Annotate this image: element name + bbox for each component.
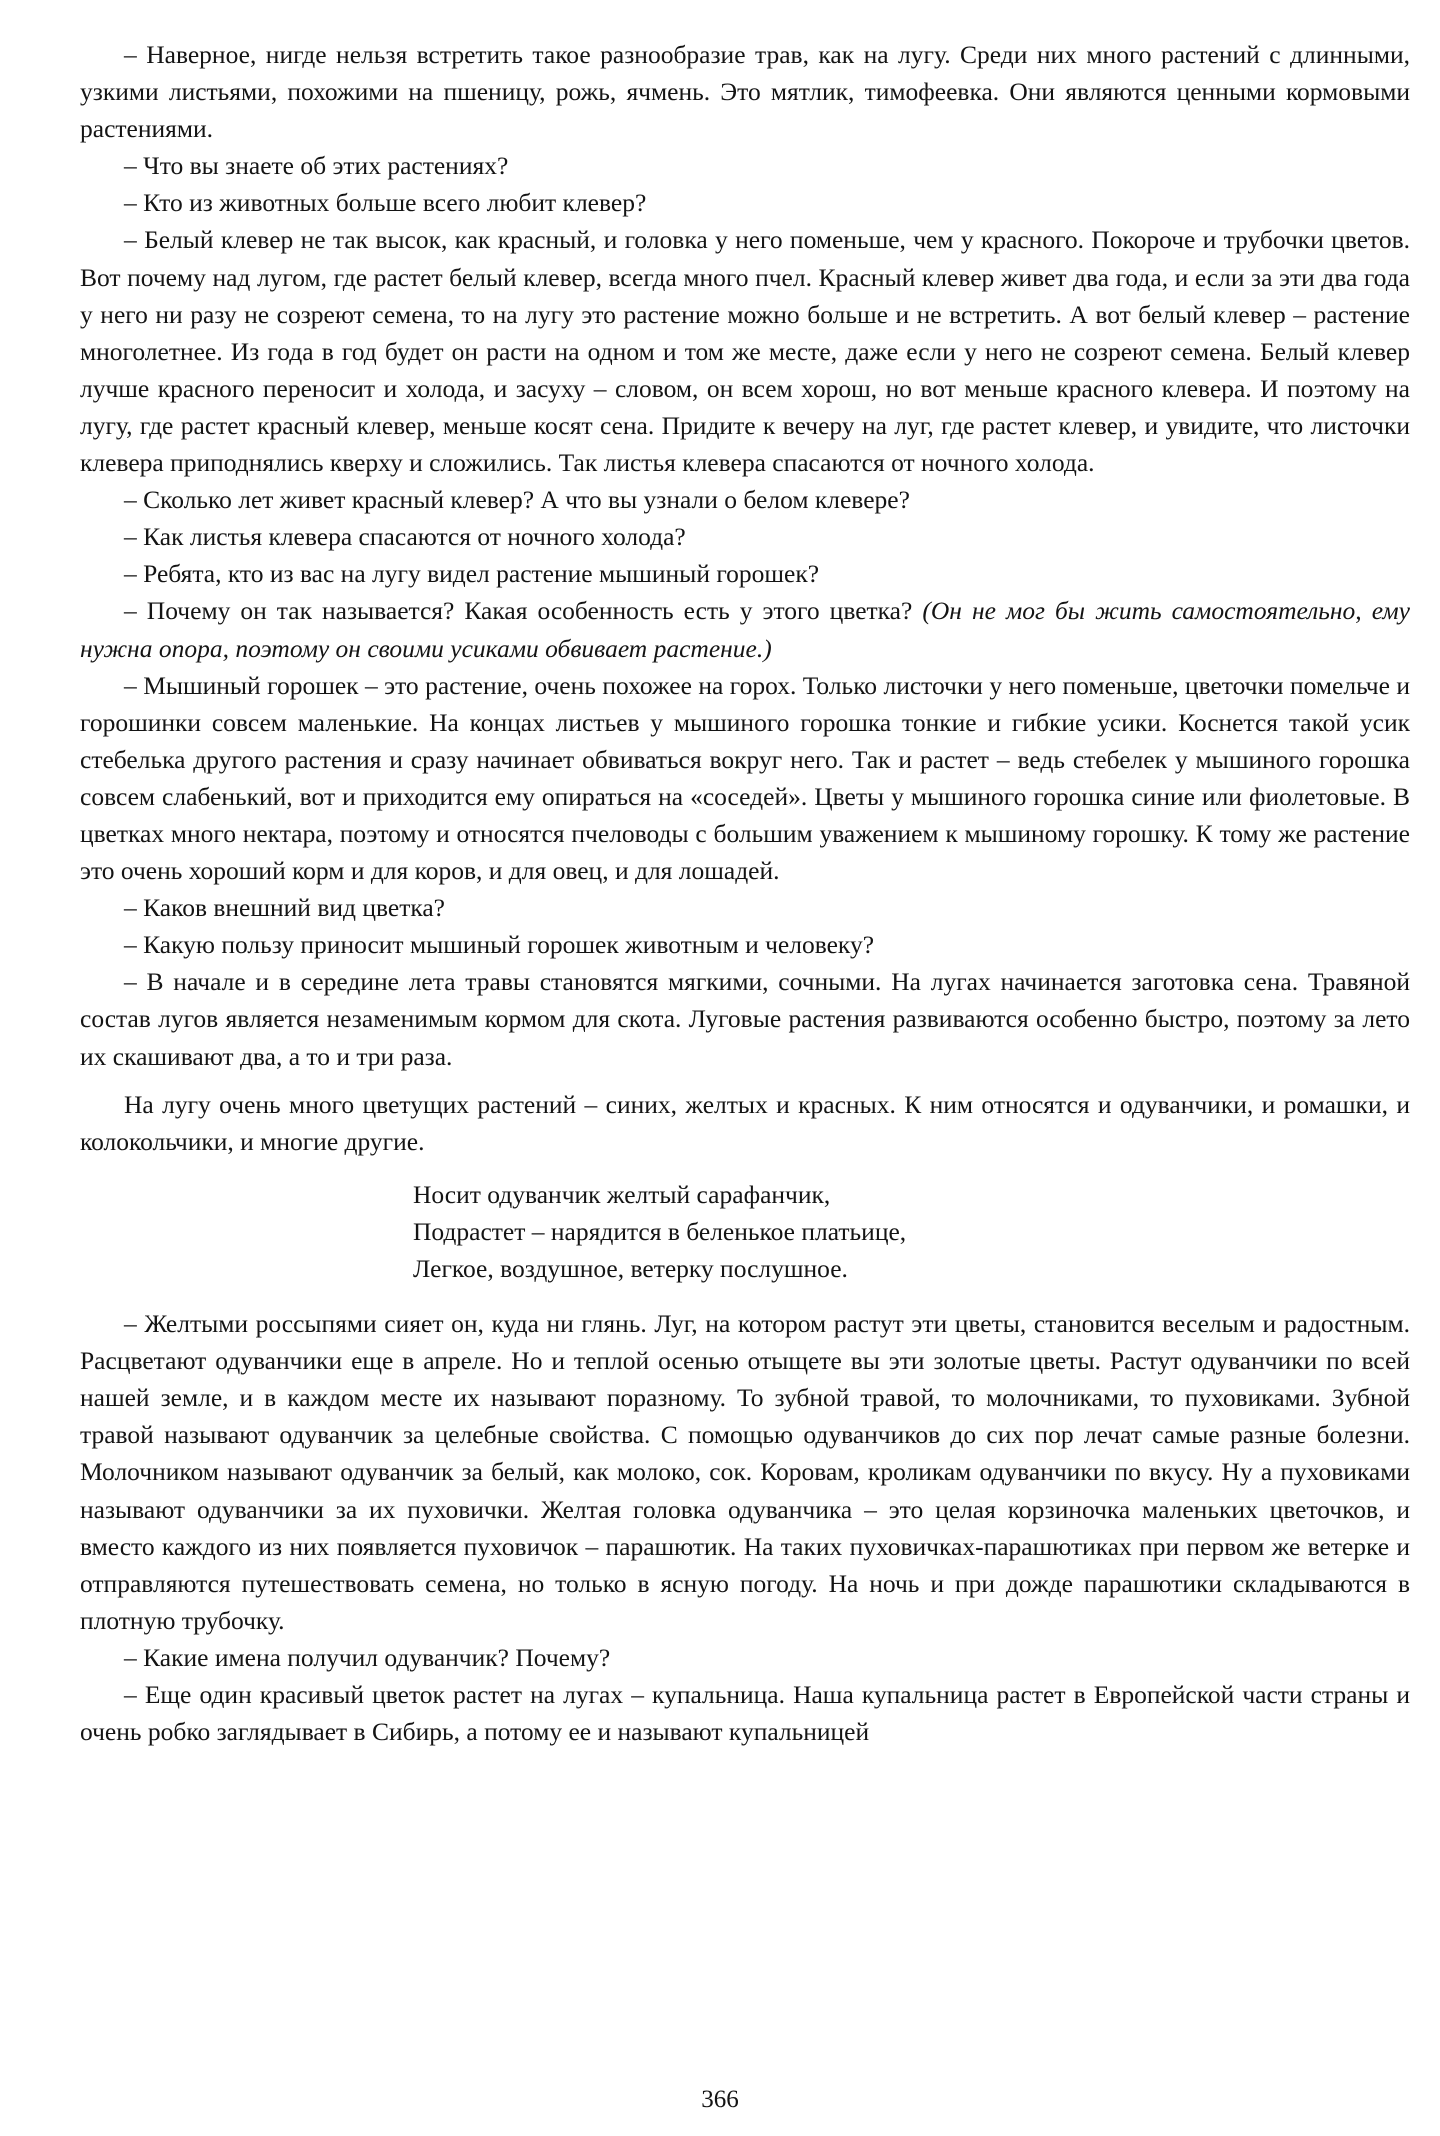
poem-line: Легкое, воздушное, ветерку послушное. [413,1254,848,1283]
question-paragraph: – Ребята, кто из вас на лугу видел растение мышиный горошек? [124,559,820,589]
paragraph: – Белый клевер не так высок, как красный, и головка у него поменьше, чем у красного. Покороче и трубочки цветов. Вот почему над лугом, где растет белый клевер, всегда много пчел. Красный клевер живет два года, и если за эти два года у него ни разу не созреют семена, то на лугу это растение можно больше и не встретить. А вот белый клевер – растение многолетнее. Из года в год будет он расти на одном и том же месте, даже если у него не созреют семена. Белый клевер лучше красного переносит и холода, и засуху – словом, он всем хорош, но вот меньше красного клевера. И поэтому на лугу, где растет красный клевер, меньше косят сена. Придите к вечеру на луг, где растет клевер, и увидите, что листочки клевера приподнялись кверху и сложились. Так листья клевера спасаются от ночного холода. [80,225,1410,478]
poem [80,1176,1410,1287]
paragraph: – Желтыми россыпями сияет он, куда ни глянь. Луг, на котором растут эти цветы, становится веселым и радостным. Расцветают одуванчики еще в апреле. Но и теплой осенью отыщете вы эти золотые цветы. Растут одуванчики по всей нашей земле, и в каждом месте их называют поразному. То зубной травой, то молочниками, то пуховиками. Зубной травой называют одуванчик за целебные свойства. С помощью одуванчиков до сих пор лечат самые разные болезни. Молочником называют одуванчик за белый, как молоко, сок. Коровам, кроликам одуванчики по вкусу. Ну а пуховиками называют одуванчики за их пуховички. Желтая головка одуванчика – это целая корзиночка маленьких цветочков, и вместо каждого из них появляется пуховичок – парашютик. На таких пуховичках-парашютиках при первом же ветерке и отправляются путешествовать семена, но только в ясную погоду. На ночь и при дожде парашютики складываются в плотную трубочку. [80,1309,1410,1635]
question-paragraph: – Какую пользу приносит мышиный горошек животным и человеку? [124,930,875,960]
page-number: 366 [701,2086,739,2113]
question-paragraph: – Что вы знаете об этих растениях? [124,151,509,181]
question-paragraph: – Кто из животных больше всего любит клевер? [124,188,647,218]
question-paragraph: – Какие имена получил одуванчик? Почему? [124,1642,611,1672]
question-text: – Почему он так называется? Какая особенность есть у этого цветка? [124,596,923,626]
italic-answer-note: (Он не мог бы жить самостоятельно, ему нужна опора, поэтому он своими усиками обвивает растение.) [80,596,1410,663]
question-paragraph: – Как листья клевера спасаются от ночного холода? [124,522,686,552]
paragraph: – Еще один красивый цветок растет на лугах – купальница. Наша купальница растет в Европейской части страны и очень робко заглядывает в Сибирь, а потому ее и называют купальницей [80,1680,1410,1747]
question-paragraph: – Сколько лет живет красный клевер? А что вы узнали о белом клевере? [124,485,910,515]
question-with-note-paragraph [80,592,1410,666]
poem-line: Носит одуванчик желтый сарафанчик, [413,1179,831,1209]
paragraph: – Наверное, нигде нельзя встретить такое разнообразие трав, как на лугу. Среди них много растений с длинными, узкими листьями, похожими на пшеницу, рожь, ячмень. Это мятлик, тимофеевка. Они являются ценными кормовыми растениями. [80,40,1410,144]
document-page [80,36,1410,1750]
paragraph: – В начале и в середине лета травы становятся мягкими, сочными. На лугах начинается заготовка сена. Травяной состав лугов является незаменимым кормом для скота. Луговые растения развиваются особенно быстро, поэтому за лето их скашивают два, а то и три раза. [80,967,1410,1071]
poem-line: Подрастет – нарядится в беленькое платьице, [413,1216,907,1246]
question-paragraph: – Каков внешний вид цветка? [124,893,446,923]
paragraph: – Мышиный горошек – это растение, очень похожее на горох. Только листочки у него поменьше, цветочки помельче и горошинки совсем маленькие. На концах листьев у мышиного горошка тонкие и гибкие усики. Коснется такой усик стебелька другого растения и сразу начинает обвиваться вокруг него. Так и растет – ведь стебелек у мышиного горошка совсем слабенький, вот и приходится ему опираться на «соседей». Цветы у мышиного горошка синие или фиолетовые. В цветках много нектара, поэтому и относятся пчеловоды с большим уважением к мышиному горошку. К тому же растение это очень хороший корм и для коров, и для овец, и для лошадей. [80,670,1410,886]
paragraph: На лугу очень много цветущих растений – синих, желтых и красных. К ним относятся и одуванчики, и ромашки, и колокольчики, и многие другие. [80,1089,1410,1156]
